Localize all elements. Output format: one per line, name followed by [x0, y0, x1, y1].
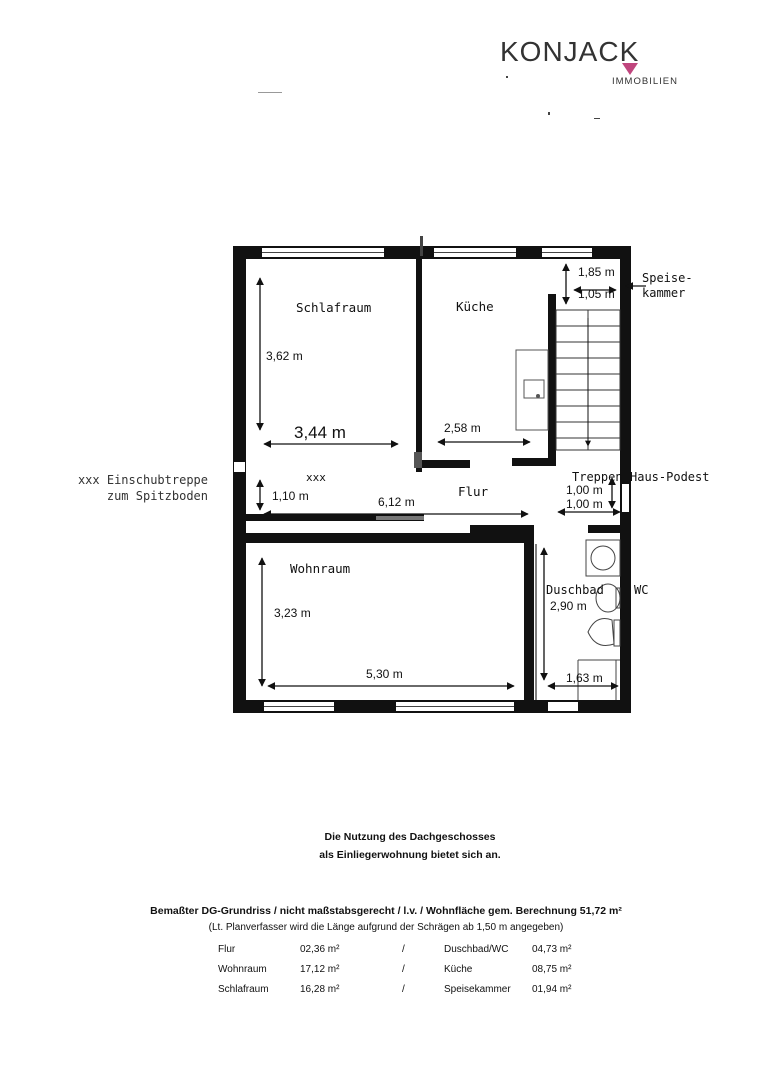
staircase: [556, 310, 620, 450]
dim-label-treppen-1: 1,00 m: [566, 483, 603, 497]
wall-flur-wc: [588, 525, 620, 533]
logo-subline: IMMOBILIEN: [612, 76, 678, 87]
usage-note-line2: als Einliegerwohnung bietet sich an.: [319, 849, 501, 861]
table-row: [218, 959, 592, 979]
room-label-flur: Flur: [458, 484, 489, 499]
wall-left: [233, 246, 246, 712]
area-name: Flur: [218, 943, 236, 955]
dim-label-flur-width: 6,12 m: [378, 495, 415, 509]
area-name: Küche: [444, 963, 473, 975]
dim-label-treppen-2: 1,00 m: [566, 497, 603, 511]
area-separator: /: [402, 983, 405, 995]
area-table: [218, 939, 592, 999]
dim-label-wohnraum-height: 3,23 m: [274, 606, 311, 620]
xxx-marker: xxx: [306, 471, 326, 484]
room-label-speisekammer-2: kammer: [642, 286, 686, 300]
usage-note-line1: Die Nutzung des Dachgeschosses: [324, 831, 496, 843]
area-name: Wohnraum: [218, 963, 267, 975]
dim-label-speise-2: 1,05 m: [578, 287, 615, 301]
wall-kueche-bottom-right: [512, 458, 554, 466]
area-name: Schlafraum: [218, 983, 269, 995]
summary-title: Bemaßter DG-Grundriss / nicht maßstabsgerecht / l.v. / Wohnfläche gem. Berechnung 51,72 m²: [150, 905, 622, 917]
dim-label-speise-1: 1,85 m: [578, 265, 615, 279]
dim-label-schlafraum-height: 3,62 m: [266, 349, 303, 363]
side-note: [68, 472, 208, 504]
wall-wohnraum-duschbad: [524, 525, 534, 705]
dim-label-flur-height: 1,10 m: [272, 489, 309, 503]
area-name: Duschbad/WC: [444, 943, 509, 955]
area-separator: /: [402, 943, 405, 955]
area-value: 08,75 m²: [532, 963, 572, 975]
dim-label-kueche-width: 2,58 m: [444, 421, 481, 435]
room-label-duschbad: Duschbad: [546, 583, 604, 597]
room-labels: [290, 271, 709, 597]
wall-wohnraum-top: [246, 533, 526, 543]
room-label-schlafraum: Schlafraum: [296, 300, 372, 315]
area-separator: /: [402, 963, 405, 975]
shower-drain-icon: [591, 546, 615, 570]
room-label-wohnraum: Wohnraum: [290, 561, 351, 576]
room-label-kueche: Küche: [456, 299, 494, 314]
logo-brand: KONJACK: [500, 36, 640, 67]
wall-flur-dusch: [470, 525, 532, 533]
dim-label-duschbad-width: 1,63 m: [566, 671, 603, 685]
side-note-line2: zum Spitzboden: [106, 489, 208, 503]
area-value: 01,94 m²: [532, 983, 572, 995]
dim-label-schlafraum-width: 3,44 m: [294, 423, 346, 442]
toilet-icon: [588, 619, 614, 646]
table-row: [218, 939, 592, 959]
kitchen-counter: [516, 350, 548, 430]
area-value: 04,73 m²: [532, 943, 572, 955]
dim-label-wohnraum-width: 5,30 m: [366, 667, 403, 681]
side-note-line1: xxx Einschubtreppe: [77, 473, 208, 487]
room-label-speisekammer-1: Speise-: [642, 271, 693, 285]
area-name: Speisekammer: [444, 983, 511, 995]
windows: [234, 248, 629, 711]
area-value: 02,36 m²: [300, 943, 340, 955]
table-row: [218, 979, 592, 999]
dim-label-duschbad-height: 2,90 m: [550, 599, 587, 613]
summary-subtitle: (Lt. Planverfasser wird die Länge aufgrund der Schrägen ab 1,50 m angegeben): [208, 922, 564, 933]
wall-kueche-bottom-left: [416, 460, 470, 468]
room-label-haus-podest: Haus-Podest: [630, 470, 710, 484]
room-label-treppen: Treppen: [572, 470, 623, 484]
area-value: 16,28 m²: [300, 983, 340, 995]
room-label-wc: WC: [634, 583, 649, 597]
interior-walls: [246, 252, 620, 705]
wall-stair-left: [548, 294, 556, 466]
wall-schlaf-kueche: [416, 252, 422, 472]
area-value: 17,12 m²: [300, 963, 340, 975]
